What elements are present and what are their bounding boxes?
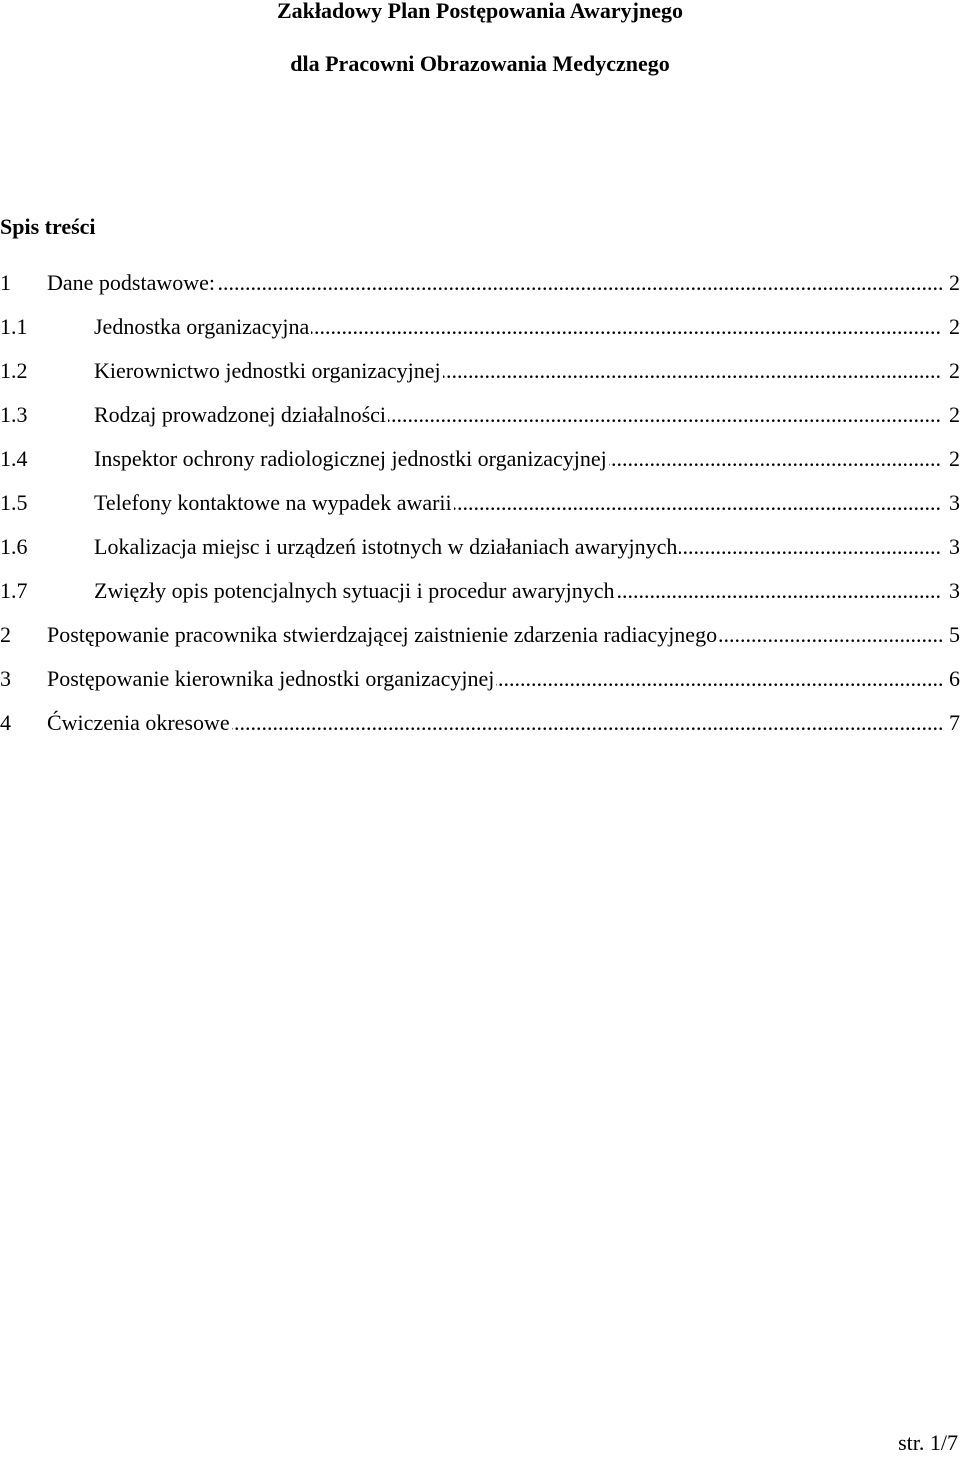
toc-entry-number: 2 — [0, 622, 11, 647]
toc-entry-number: 1.3 — [0, 402, 28, 427]
toc-entry-page: 3 — [949, 534, 960, 559]
toc-entry-1-5[interactable] — [0, 490, 960, 516]
toc-entry-number: 1.1 — [0, 314, 28, 339]
toc-entry-title: Postępowanie kierownika jednostki organizacyjnej — [47, 666, 495, 691]
toc-entry-1-2[interactable] — [0, 358, 960, 384]
page-number: str. 1/7 — [898, 1430, 958, 1455]
toc-entry-title: Kierownictwo jednostki organizacyjnej — [94, 358, 441, 383]
toc-entry-page: 3 — [949, 578, 960, 603]
document-title: Zakładowy Plan Postępowania Awaryjnego — [276, 0, 683, 23]
toc-entry-title: Dane podstawowe: — [47, 270, 216, 295]
toc-entry-title: Lokalizacja miejsc i urządzeń istotnych w działaniach awaryjnych — [94, 534, 678, 559]
toc-entry-page: 6 — [949, 666, 960, 691]
toc-entry-1-1[interactable] — [0, 314, 960, 340]
toc-entry-1[interactable] — [0, 270, 960, 296]
toc-entry-page: 2 — [949, 446, 960, 471]
toc-entry-3[interactable] — [0, 666, 960, 692]
toc-entry-page: 2 — [949, 358, 960, 383]
toc-entry-number: 1.5 — [0, 490, 28, 515]
toc-entry-number: 1 — [0, 270, 11, 295]
toc-entry-number: 4 — [0, 710, 11, 735]
toc-entry-title: Ćwiczenia okresowe — [47, 710, 230, 735]
toc-entry-title: Inspektor ochrony radiologicznej jednostki organizacyjnej — [94, 446, 607, 471]
toc-entry-page: 2 — [949, 402, 960, 427]
toc-entry-title: Postępowanie pracownika stwierdzającej zaistnienie zdarzenia radiacyjnego — [47, 622, 718, 647]
toc-entry-1-7[interactable] — [0, 578, 960, 604]
toc-heading: Spis treści — [0, 214, 96, 239]
toc-entry-1-4[interactable] — [0, 446, 960, 472]
toc-entry-page: 2 — [949, 314, 960, 339]
toc-entry-title: Telefony kontaktowe na wypadek awarii — [94, 490, 452, 515]
toc-entry-page: 2 — [949, 270, 960, 295]
toc-entry-1-6[interactable] — [0, 534, 960, 560]
toc-entry-1-3[interactable] — [0, 402, 960, 428]
toc-entry-2[interactable] — [0, 622, 960, 648]
toc-entry-title: Jednostka organizacyjna — [94, 314, 310, 339]
toc-entry-page: 3 — [949, 490, 960, 515]
toc-entry-number: 1.4 — [0, 446, 28, 471]
document-subtitle: dla Pracowni Obrazowania Medycznego — [290, 51, 670, 76]
toc-entry-4[interactable] — [0, 710, 960, 736]
toc-entry-number: 3 — [0, 666, 11, 691]
toc-entry-number: 1.6 — [0, 534, 28, 559]
toc-entry-number: 1.2 — [0, 358, 28, 383]
toc-entry-title: Rodzaj prowadzonej działalności — [94, 402, 387, 427]
toc-entry-title: Zwięzły opis potencjalnych sytuacji i procedur awaryjnych — [94, 578, 615, 603]
toc-entry-page: 7 — [949, 710, 960, 735]
toc-entry-number: 1.7 — [0, 578, 28, 603]
toc-entry-page: 5 — [949, 622, 960, 647]
